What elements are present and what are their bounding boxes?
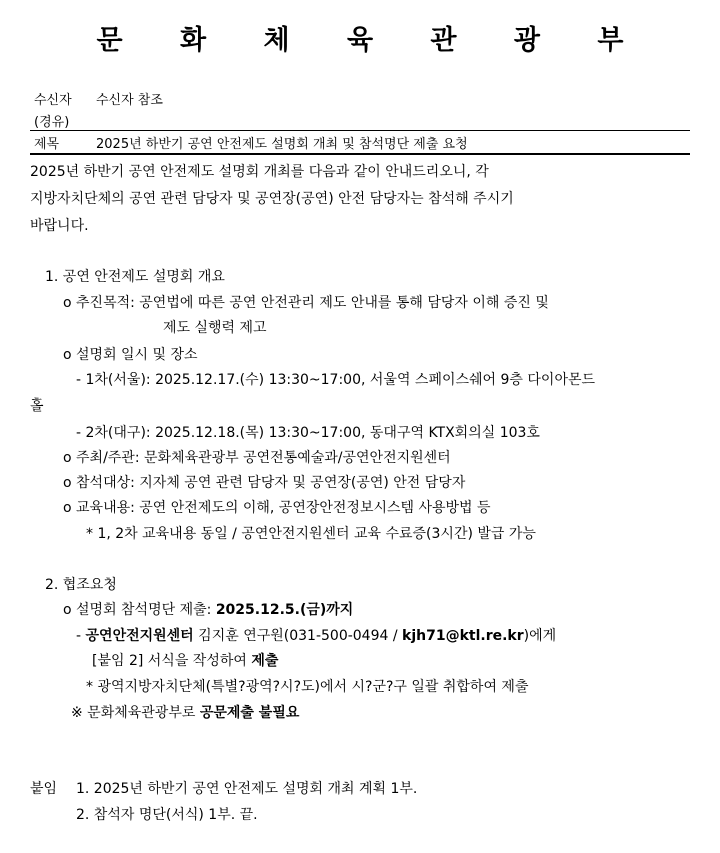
s2-submit-deadline: 2025.12.5.(금)까지 xyxy=(215,602,354,618)
intro-line-2: 지방자치단체의 공연 관련 담당자 및 공연장(공연) 안전 담당자는 참석해 주시기 xyxy=(30,191,514,207)
recipient-value: 수신자 참조 xyxy=(96,93,163,108)
subject-label: 제목 xyxy=(34,137,60,152)
section-1-title: 1. 공연 안전제도 설명회 개요 xyxy=(45,269,225,285)
attachments-label: 붙임 xyxy=(30,781,58,797)
s2-to-email: kjh71@ktl.re.kr xyxy=(402,628,524,644)
intro-line-1: 2025년 하반기 공연 안전제도 설명회 개최를 다음과 같이 안내드리오니, 각 xyxy=(30,164,489,180)
ministry-title: 문 화 체 육 관 광 부 xyxy=(96,25,648,56)
s2-notice-prefix: ※ 문화체육관광부로 xyxy=(71,705,200,721)
s2-notice-bold: 공문제출 불필요 xyxy=(199,705,300,721)
subject-value: 2025년 하반기 공연 안전제도 설명회 개최 및 참석명단 제출 요청 xyxy=(96,137,468,152)
s2-to-dash: - xyxy=(76,628,86,644)
attachment-item-2: 2. 참석자 명단(서식) 1부. 끝. xyxy=(76,807,258,823)
s1-note: * 1, 2차 교육내용 동일 / 공연안전지원센터 교육 수료증(3시간) 발급 가능 xyxy=(86,526,536,542)
s1-content: o 교육내용: 공연 안전제도의 이해, 공연장안전정보시스템 사용방법 등 xyxy=(63,500,491,516)
s1-purpose-line-1: o 추진목적: 공연법에 따른 공연 안전관리 제도 안내를 통해 담당자 이해 증진 및 xyxy=(63,295,549,311)
s1-daegu: - 2차(대구): 2025.12.18.(목) 13:30~17:00, 동대구역 KTX회의실 103호 xyxy=(76,425,540,441)
header-divider-top xyxy=(30,130,690,131)
s1-target: o 참석대상: 지자체 공연 관련 담당자 및 공연장(공연) 안전 담당자 xyxy=(63,475,466,491)
s2-form-prefix: [붙임 2] 서식을 작성하여 xyxy=(92,653,252,669)
s1-schedule: o 설명회 일시 및 장소 xyxy=(63,347,198,363)
via-row xyxy=(34,111,69,130)
section-2-title: 2. 협조요청 xyxy=(45,577,117,593)
attachment-item-1: 1. 2025년 하반기 공연 안전제도 설명회 개최 계획 1부. xyxy=(76,781,418,797)
subject-row xyxy=(34,133,468,152)
s2-regional: * 광역지방자치단체(특별?광역?시?도)에서 시?군?구 일괄 취합하여 제출 xyxy=(86,679,529,695)
s2-form-line xyxy=(92,652,278,670)
s2-notice-line xyxy=(71,704,299,722)
s2-to-center: 공연안전지원센터 xyxy=(85,628,194,644)
s2-to-suffix: )에게 xyxy=(523,628,557,644)
header-divider-bottom xyxy=(30,153,690,155)
intro-line-3: 바랍니다. xyxy=(30,218,89,234)
s1-seoul-line-1: - 1차(서울): 2025.12.17.(수) 13:30~17:00, 서울역 스페이스쉐어 9층 다이아몬드 xyxy=(76,372,596,388)
s2-to-line xyxy=(76,627,556,645)
recipient-row xyxy=(34,89,163,108)
s2-to-person: 김지훈 연구원(031-500-0494 / xyxy=(193,628,403,644)
s1-host: o 주최/주관: 문화체육관광부 공연전통예술과/공연안전지원센터 xyxy=(63,450,451,466)
s2-submit-prefix: o 설명회 참석명단 제출: xyxy=(63,602,216,618)
s1-seoul-line-2: 홀 xyxy=(30,398,44,414)
s2-submit-line xyxy=(63,601,353,619)
s2-form-submit: 제출 xyxy=(251,653,279,669)
recipient-label: 수신자 xyxy=(34,93,72,108)
via-label: (경유) xyxy=(34,115,70,130)
s1-purpose-line-2: 제도 실행력 제고 xyxy=(163,320,267,336)
